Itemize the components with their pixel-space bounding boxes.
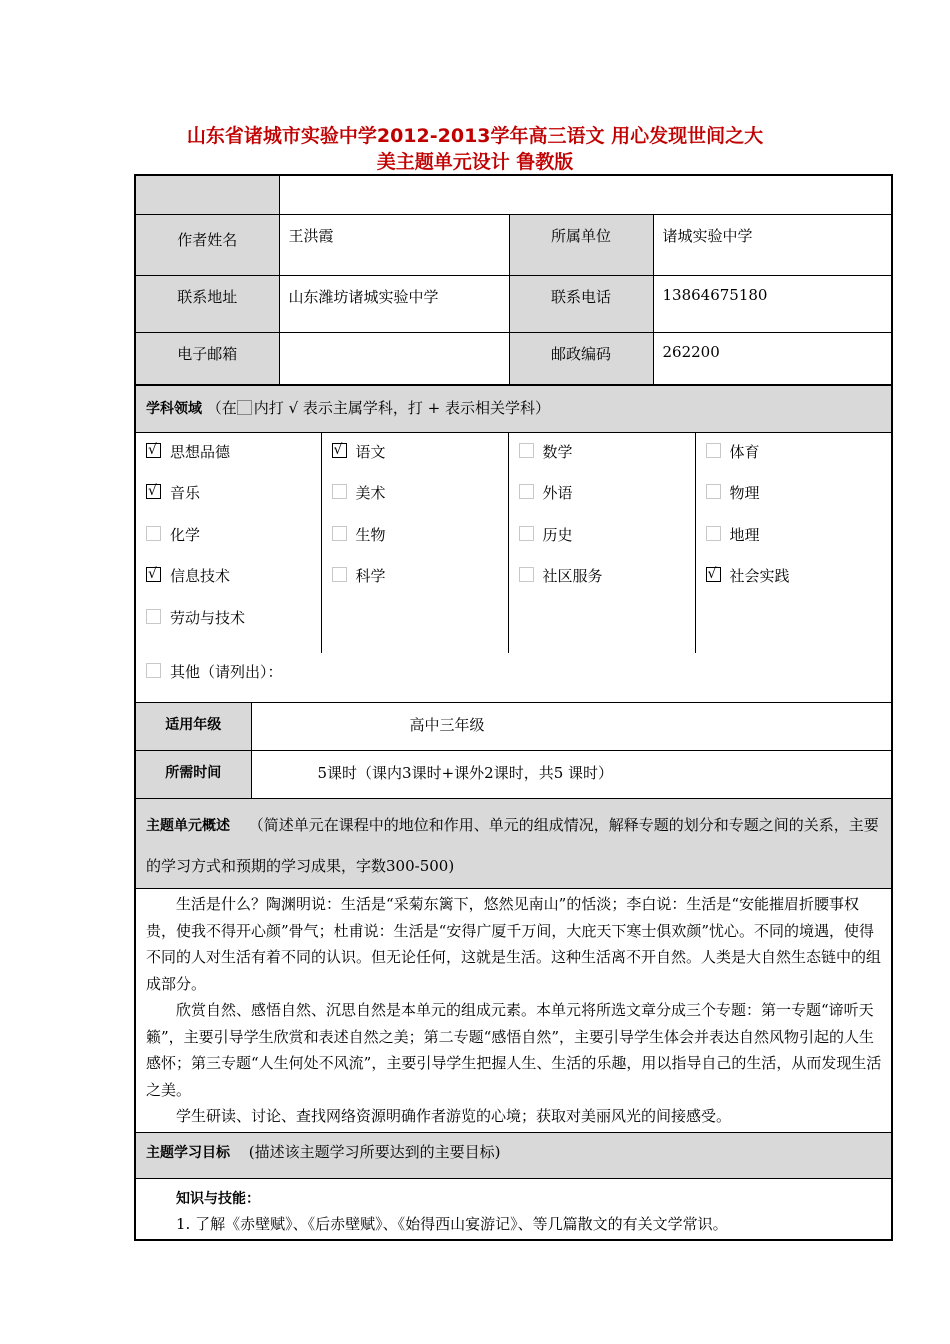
- checkbox-icon[interactable]: [332, 567, 347, 582]
- checkbox-icon[interactable]: [519, 443, 534, 458]
- goals-body: [135, 1178, 892, 1240]
- zip-label: 邮政编码: [509, 333, 653, 391]
- checkbox-checked-icon[interactable]: [146, 567, 161, 582]
- blank-header-cell: [135, 175, 279, 215]
- email-value: [279, 333, 509, 391]
- subject-kexue[interactable]: [332, 565, 508, 607]
- subject-tiyu[interactable]: [706, 441, 892, 483]
- subject-meishu[interactable]: [332, 482, 508, 524]
- subject-dili[interactable]: [706, 524, 892, 566]
- checkbox-icon[interactable]: [146, 663, 161, 678]
- subject-label: 社会实践: [729, 567, 790, 585]
- subject-label: 外语: [542, 484, 573, 502]
- goals-hint: (描述该主题学习所要达到的主要目标): [248, 1142, 501, 1161]
- subject-column-4: [695, 432, 892, 653]
- subject-label: 生物: [355, 525, 386, 544]
- subject-column-1: [135, 432, 321, 653]
- subject-label: 音乐: [170, 484, 201, 502]
- unit-value: 诸城实验中学: [653, 215, 892, 276]
- grade-label: 适用年级: [165, 717, 222, 733]
- zip-value: 262200: [653, 333, 892, 391]
- overview-paragraph-3: 学生研读、讨论、查找网络资源明确作者游览的心境；获取对美丽风光的间接感受。: [176, 1107, 732, 1125]
- subject-other-row: [135, 653, 892, 703]
- checkbox-icon[interactable]: [706, 484, 721, 499]
- subject-label: 地理: [729, 525, 760, 544]
- checkbox-icon[interactable]: [146, 526, 161, 541]
- overview-body: [135, 889, 892, 1133]
- phone-value: 13864675180: [653, 276, 892, 333]
- author-info-table: [134, 174, 893, 391]
- subject-label: 化学: [170, 525, 201, 544]
- subject-sixiangpinde[interactable]: [146, 441, 321, 483]
- unit-label: 所属单位: [509, 215, 653, 276]
- subject-shequfuwu[interactable]: [519, 565, 695, 607]
- subject-shehuishijian[interactable]: [706, 565, 892, 607]
- subject-label: 数学: [542, 442, 573, 461]
- goals-header: [135, 1132, 892, 1178]
- subject-column-2: [321, 432, 508, 653]
- goals-label: 主题学习目标: [146, 1144, 230, 1161]
- subject-shengwu[interactable]: [332, 524, 508, 566]
- subject-label: 物理: [729, 484, 760, 502]
- subject-yuwen[interactable]: [332, 441, 508, 483]
- checkbox-icon[interactable]: [519, 567, 534, 582]
- checkbox-icon[interactable]: [332, 484, 347, 499]
- subject-label: 社区服务: [542, 567, 603, 585]
- doc-title-line2: 美主题单元设计 鲁教版: [376, 151, 574, 173]
- subject-area-hint-pre: （在: [206, 399, 237, 417]
- subject-area-header: [135, 385, 892, 432]
- checkbox-icon[interactable]: [706, 443, 721, 458]
- subject-xinxijishu[interactable]: [146, 565, 321, 607]
- unit-design-table: [134, 384, 893, 1241]
- blank-title-cell: [279, 175, 892, 215]
- author-label: 作者姓名: [135, 215, 279, 276]
- checkbox-checked-icon[interactable]: [146, 484, 161, 499]
- checkbox-icon[interactable]: [519, 526, 534, 541]
- subject-column-3: [508, 432, 695, 653]
- checkbox-icon[interactable]: [332, 526, 347, 541]
- grade-value: 高中三年级: [251, 703, 892, 751]
- subject-wuli[interactable]: [706, 482, 892, 524]
- address-value: 山东潍坊诸城实验中学: [279, 276, 509, 333]
- goals-sub-label: 知识与技能：: [176, 1190, 260, 1207]
- overview-header: [135, 799, 892, 889]
- email-label: 电子邮箱: [135, 333, 279, 391]
- grade-label-cell: [135, 703, 251, 751]
- subject-label: 体育: [729, 442, 760, 461]
- checkbox-icon[interactable]: [146, 609, 161, 624]
- subject-yinyue[interactable]: [146, 482, 321, 524]
- subject-other-label: 其他（请列出）：: [170, 662, 283, 681]
- checkbox-icon[interactable]: [706, 526, 721, 541]
- checkbox-checked-icon[interactable]: [332, 443, 347, 458]
- time-label-cell: [135, 751, 251, 799]
- subject-other[interactable]: [146, 661, 891, 703]
- checkbox-checked-icon[interactable]: [146, 443, 161, 458]
- time-value: 5课时（课内3课时+课外2课时，共5 课时）: [251, 751, 892, 799]
- checkbox-checked-icon[interactable]: [706, 567, 721, 582]
- subject-label: 历史: [542, 525, 573, 544]
- goals-item-1: 1. 了解《赤壁赋》、《后赤壁赋》、《始得西山宴游记》、等几篇散文的有关文学常识。: [176, 1214, 728, 1233]
- subject-huaxue[interactable]: [146, 524, 321, 566]
- subject-label: 思想品德: [170, 442, 231, 461]
- subject-area-hint-post: 内打 √ 表示主属学科，打 + 表示相关学科）: [253, 399, 550, 417]
- time-label: 所需时间: [165, 765, 222, 781]
- subject-lishi[interactable]: [519, 524, 695, 566]
- subject-label: 劳动与技术: [170, 608, 246, 627]
- subject-label: 美术: [355, 484, 386, 502]
- subject-label: 语文: [355, 442, 386, 461]
- checkbox-icon[interactable]: [519, 484, 534, 499]
- checkbox-sample-icon: [237, 400, 252, 415]
- address-label: 联系地址: [135, 276, 279, 333]
- subject-laodong[interactable]: [146, 607, 321, 649]
- author-value: 王洪霞: [279, 215, 509, 276]
- overview-paragraph-1: 生活是什么？陶渊明说：生活是“采菊东篱下，悠然见南山”的恬淡；李白说：生活是“安能摧眉折腰事权贵，使我不得开心颜”骨气；杜甫说：生活是“安得广厦千万间，大庇天下寒士俱欢颜”忧心。不同的境遇，使得不同的人对生活有着不同的认识。但无论任何，这就是生活。这种生活离不开自然。人类是大自然生态链中的组成部分。: [146, 895, 882, 993]
- doc-title-line1: 山东省诸城市实验中学2012-2013学年高三语文 用心发现世间之大: [186, 125, 764, 147]
- overview-label: 主题单元概述: [146, 818, 230, 834]
- subject-shuxue[interactable]: [519, 441, 695, 483]
- overview-paragraph-2: 欣赏自然、感悟自然、沉思自然是本单元的组成元素。本单元将所选文章分成三个专题：第一专题“谛听天籁”，主要引导学生欣赏和表述自然之美；第二专题“感悟自然”，主要引导学生体会并表达自然风物引起的人生感怀；第三专题“人生何处不风流”，主要引导学生把握人生、生活的乐趣，用以指导自己的生活，从而发现生活之美。: [146, 1001, 882, 1099]
- subject-label: 信息技术: [170, 567, 231, 585]
- subject-label: 科学: [355, 567, 386, 585]
- subject-waiyu[interactable]: [519, 482, 695, 524]
- subject-area-label: 学科领域: [146, 401, 202, 417]
- phone-label: 联系电话: [509, 276, 653, 333]
- overview-hint: （简述单元在课程中的地位和作用、单元的组成情况，解释专题的划分和专题之间的关系，主要的学习方式和预期的学习成果，字数300-500): [146, 816, 879, 875]
